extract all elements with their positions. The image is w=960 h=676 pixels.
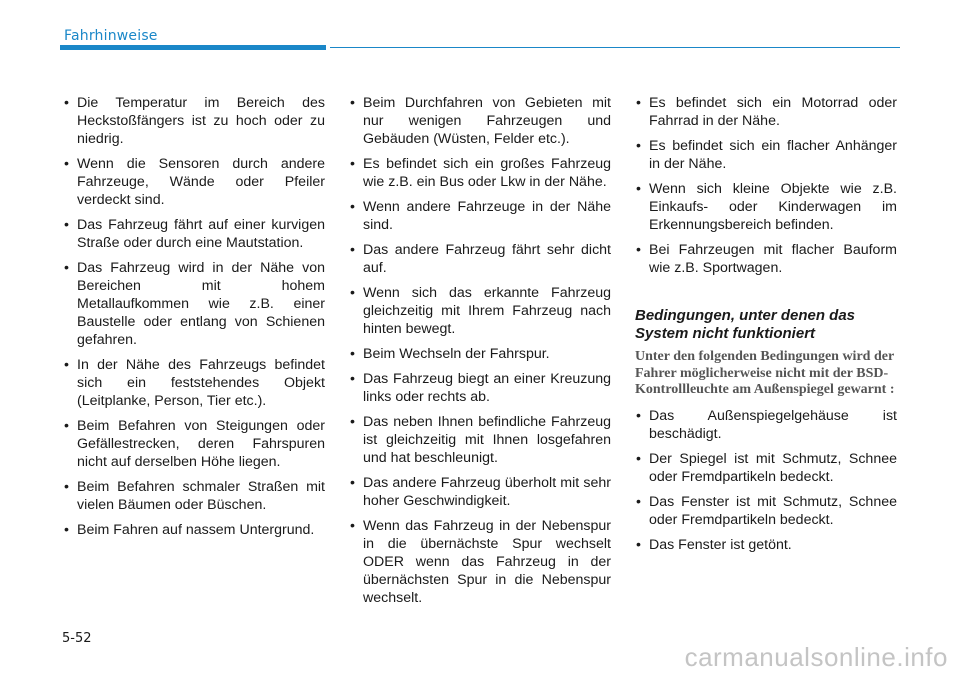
list-item: • Wenn sich kleine Objekte wie z.B. Einkaufs- oder Kinderwagen im Erkennungsbereich befinden.	[635, 180, 897, 234]
list-item: • Bei Fahrzeugen mit flacher Bauform wie z.B. Sportwagen.	[635, 241, 897, 277]
list-item: • Es befindet sich ein großes Fahrzeug wie z.B. ein Bus oder Lkw in der Nähe.	[349, 155, 611, 191]
list-item: • Beim Wechseln der Fahrspur.	[349, 345, 611, 363]
text-column-2	[349, 94, 611, 614]
bullet-list	[349, 94, 611, 607]
list-item: • Das andere Fahrzeug überholt mit sehr hoher Geschwindigkeit.	[349, 474, 611, 510]
list-item: • Beim Durchfahren von Gebieten mit nur wenigen Fahrzeugen und Gebäuden (Wüsten, Felder etc.).	[349, 94, 611, 148]
list-item: • Wenn sich das erkannte Fahrzeug gleichzeitig mit Ihrem Fahrzeug nach hinten bewegt.	[349, 284, 611, 338]
list-item: • Es befindet sich ein flacher Anhänger in der Nähe.	[635, 137, 897, 173]
header-accent-bar	[60, 45, 326, 50]
list-item: • Das Fahrzeug biegt an einer Kreuzung links oder rechts ab.	[349, 370, 611, 406]
page-number: 5-52	[62, 631, 92, 646]
list-item: • Das Außenspiegelgehäuse ist beschädigt.	[635, 407, 897, 443]
list-item: • Das andere Fahrzeug fährt sehr dicht auf.	[349, 241, 611, 277]
list-item: • Wenn das Fahrzeug in der Nebenspur in die übernächste Spur wechselt ODER wenn das Fahrzeug in der übernächsten Spur in die Nebenspur wechselt.	[349, 517, 611, 607]
list-item: • Das Fahrzeug wird in der Nähe von Bereichen mit hohem Metallaufkommen wie z.B. einer Baustelle oder entlang von Schienen gefahren.	[63, 259, 325, 349]
text-column-1	[63, 94, 325, 546]
section-heading: Bedingungen, unter denen das System nicht funktioniert	[635, 307, 856, 342]
header-rule	[330, 47, 900, 48]
text-column-3	[635, 94, 897, 561]
list-item: • Das Fenster ist mit Schmutz, Schnee oder Fremdpartikeln bedeckt.	[635, 493, 897, 529]
list-item: • Wenn andere Fahrzeuge in der Nähe sind.	[349, 198, 611, 234]
watermark: carmanualsonline.info	[684, 642, 948, 672]
bullet-list	[635, 94, 897, 277]
list-item: • Es befindet sich ein Motorrad oder Fahrrad in der Nähe.	[635, 94, 897, 130]
list-item: • Beim Fahren auf nassem Untergrund.	[63, 521, 325, 539]
bullet-list	[63, 94, 325, 539]
list-item: • Der Spiegel ist mit Schmutz, Schnee oder Fremdpartikeln bedeckt.	[635, 450, 897, 486]
section-intro: Unter den folgenden Bedingungen wird der Fahrer möglicherweise nicht mit der BSD-Kontrollleuchte am Außenspiegel gewarnt :	[635, 349, 895, 397]
list-item: • In der Nähe des Fahrzeugs befindet sich ein feststehendes Objekt (Leitplanke, Person, Tier etc.).	[63, 356, 325, 410]
bullet-list	[635, 407, 897, 554]
list-item: • Das neben Ihnen befindliche Fahrzeug ist gleichzeitig mit Ihnen losgefahren und hat beschleunigt.	[349, 413, 611, 467]
list-item: • Die Temperatur im Bereich des Heckstoßfängers ist zu hoch oder zu niedrig.	[63, 94, 325, 148]
list-item: • Das Fenster ist getönt.	[635, 536, 897, 554]
list-item: • Beim Befahren von Steigungen oder Gefällestrecken, deren Fahrspuren nicht auf derselben Höhe liegen.	[63, 417, 325, 471]
section-title: Fahrhinweise	[64, 28, 158, 44]
list-item: • Beim Befahren schmaler Straßen mit vielen Bäumen oder Büschen.	[63, 478, 325, 514]
list-item: • Das Fahrzeug fährt auf einer kurvigen Straße oder durch eine Mautstation.	[63, 216, 325, 252]
list-item: • Wenn die Sensoren durch andere Fahrzeuge, Wände oder Pfeiler verdeckt sind.	[63, 155, 325, 209]
